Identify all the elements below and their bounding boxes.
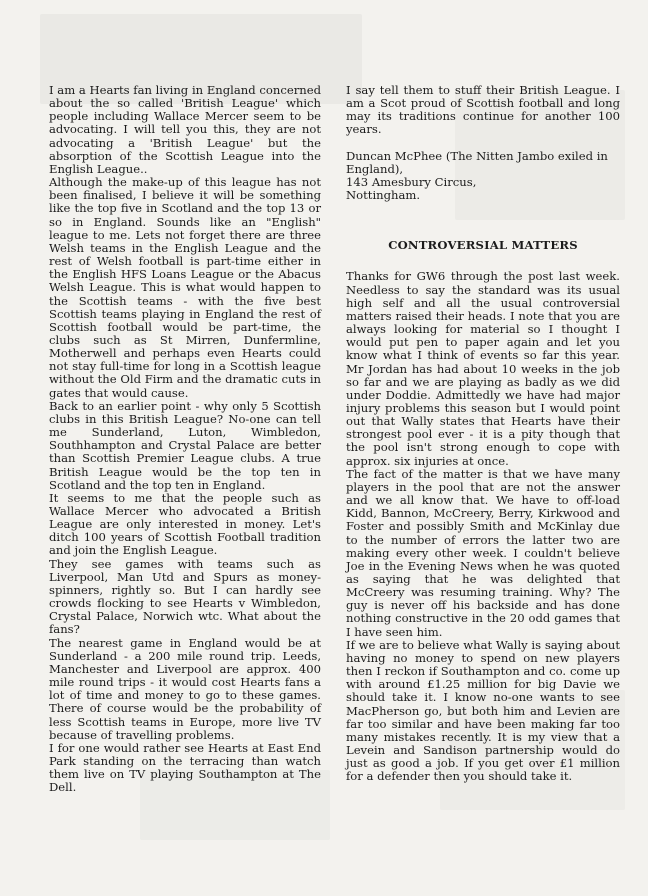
signature-address-line: 143 Amesbury Circus, bbox=[346, 174, 477, 189]
right-column bbox=[346, 84, 620, 784]
paragraph: It seems to me that the people such as Wallace Mercer who advocated a British League are only interested in money. Let's ditch 100 years of Scottish Football tradition and join the English League. bbox=[49, 490, 321, 558]
letter-signature bbox=[346, 150, 620, 203]
paragraph: I for one would rather see Hearts at East End Park standing on the terracing than watch them live on TV playing Southampton at The Dell. bbox=[49, 740, 321, 795]
paragraph: Thanks for GW6 through the post last week. Needless to say the standard was its usual high self and all the usual controversial matters raised their heads. I note that you are always looking for material so I thought I would put pen to paper again and let you know what I think of events so far this year. Mr Jordan has had about 10 weeks in the job so far and we are playing as badly as we did under Doddie. Admittedly we have had major injury problems this season but I would point out that Wally states that Hearts have their strongest pool ever - it is a pity though that the pool isn't strong enough to cope with approx. six injuries at once. bbox=[346, 269, 620, 468]
section-heading: CONTROVERSIAL MATTERS bbox=[388, 238, 578, 253]
signature-name: Duncan McPhee (The Nitten Jambo exiled in England), bbox=[346, 148, 608, 176]
left-column bbox=[49, 84, 321, 794]
signature-address-line: Nottingham. bbox=[346, 188, 421, 203]
paragraph: The fact of the matter is that we have many players in the pool that are not the answer and we all know that. We have to off-load Kidd, Bannon, McCreery, Berry, Kirkwood and Foster and possibly Smith and McKinlay due to the number of errors the latter two are making every other week. I couldn't believe Joe in the Evening News when he was quoted as saying that he was delighted that McCreery was resuming training. Why? The guy is never off his backside and has done nothing constructive in the 20 odd games that I have seen him. bbox=[346, 466, 620, 639]
paragraph: The nearest game in England would be at Sunderland - a 200 mile round trip. Leeds, Manchester and Liverpool are approx. 400 mile round trips - it would cost Hearts fans a lot of time and money to go to these games. There of course would be the probability of less Scottish teams in Europe, more live TV because of travelling problems. bbox=[49, 635, 321, 742]
paragraph: Although the make-up of this league has not been finalised, I believe it will be something like the top five in Scotland and the top 13 or so in England. Sounds like an "English" league to me. Lets not forget there are three Welsh teams in the English League and the rest of Welsh football is part-time either in the English HFS Loans League or the Abacus Welsh League. This is what would happen to the Scottish teams - with the five best Scottish teams playing in England the rest of Scottish football would be part-time, the clubs such as St Mirren, Dunfermline, Motherwell and perhaps even Hearts could not stay full-time for long in a Scottish league without the Old Firm and the dramatic cuts in gates that would cause. bbox=[49, 175, 321, 400]
paragraph: Back to an earlier point - why only 5 Scottish clubs in this British League? No-one can tell me Sunderland, Luton, Wimbledon, Southhampton and Crystal Palace are better than Scottish Premier League clubs. A true British League would be the top ten in Scotland and the top ten in England. bbox=[49, 398, 321, 492]
paragraph: I am a Hearts fan living in England concerned about the so called 'British League' which people including Wallace Mercer seem to be advocating. I will tell you this, they are not advocating a 'British League' but the absorption of the Scottish League into the English League.. bbox=[49, 83, 321, 176]
paragraph: I say tell them to stuff their British League. I am a Scot proud of Scottish football and long may its traditions continue for another 100 years. bbox=[346, 83, 620, 137]
paragraph: They see games with teams such as Liverpool, Man Utd and Spurs as money-spinners, rightly so. But I can hardly see crowds flocking to see Hearts v Wimbledon, Crystal Palace, Norwich wtc. What about the fans? bbox=[49, 556, 321, 637]
paragraph: If we are to believe what Wally is saying about having no money to spend on new players then I reckon if Southampton and co. come up with around £1.25 million for big Davie we should take it. I know no-one wants to see MacPherson go, but both him and Levien are far too similar and have been making far too many mistakes recently. It is my view that a Levein and Sandison partnership would do just as good a job. If you get over £1 million for a defender then you should take it. bbox=[346, 637, 620, 784]
